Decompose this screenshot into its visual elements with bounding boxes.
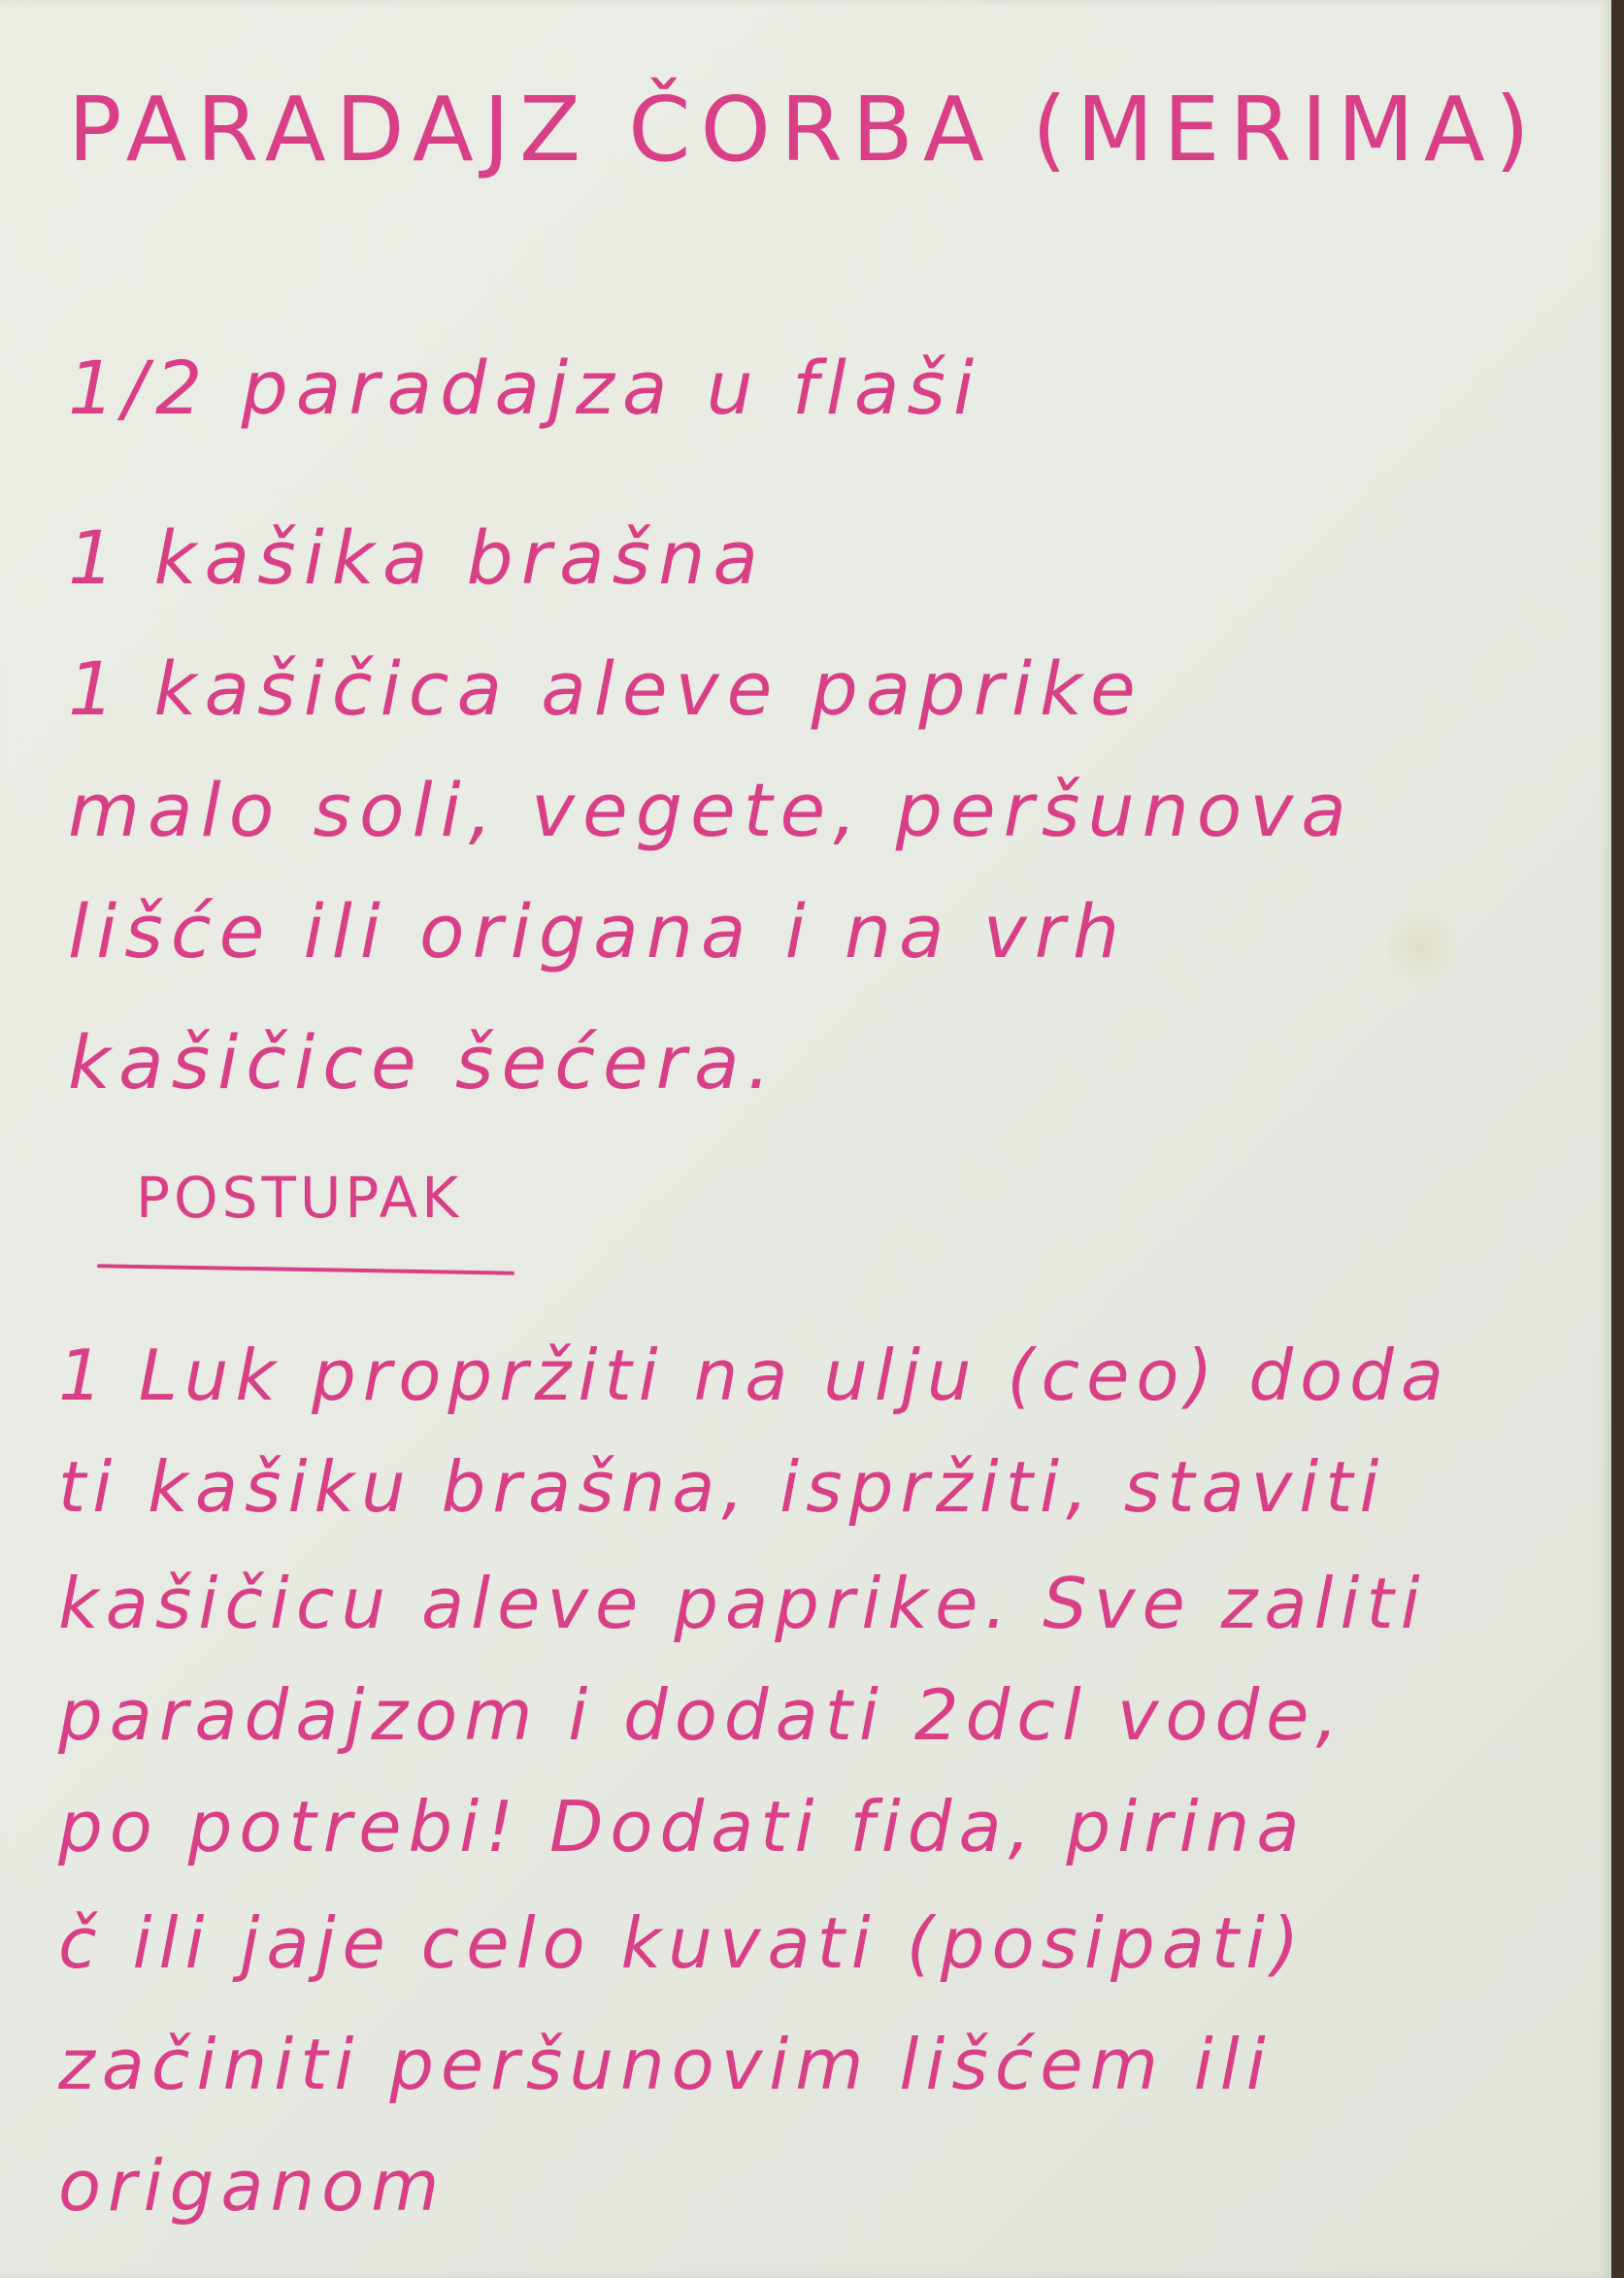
procedure-heading: POSTUPAK [136,1165,463,1231]
heading-underline [97,1264,514,1275]
ingredient-line: kašičice šećera. [68,1019,779,1106]
procedure-line: kašičicu aleve paprike. Sve zaliti [58,1563,1427,1644]
ingredient-line: 1 kašičica aleve paprike [68,645,1143,732]
ingredient-line: 1/2 paradajza u flaši [68,345,982,431]
procedure-line: č ili jaje celo kuvati (posipati) [58,1902,1307,1984]
procedure-line: origanom [58,2145,447,2227]
ingredient-line: lišće ili origana i na vrh [68,888,1128,974]
procedure-line: po potrebi! Dodati fida, pirina [58,1786,1307,1867]
procedure-line: 1 Luk propržiti na ulju (ceo) doda [58,1335,1450,1416]
ingredient-line: malo soli, vegete, peršunova [68,767,1354,853]
paper-stain [1388,903,1456,990]
procedure-line: paradajzom i dodati 2dcl vode, [58,1674,1345,1756]
recipe-title: PARADAJZ ČORBA (MERIMA) [68,78,1540,182]
procedure-line: ti kašiku brašna, ispržiti, staviti [58,1446,1386,1528]
procedure-line: začiniti peršunovim lišćem ili [58,2024,1273,2105]
table-edge [1611,0,1624,2278]
ingredient-line: 1 kašika brašna [68,514,766,601]
